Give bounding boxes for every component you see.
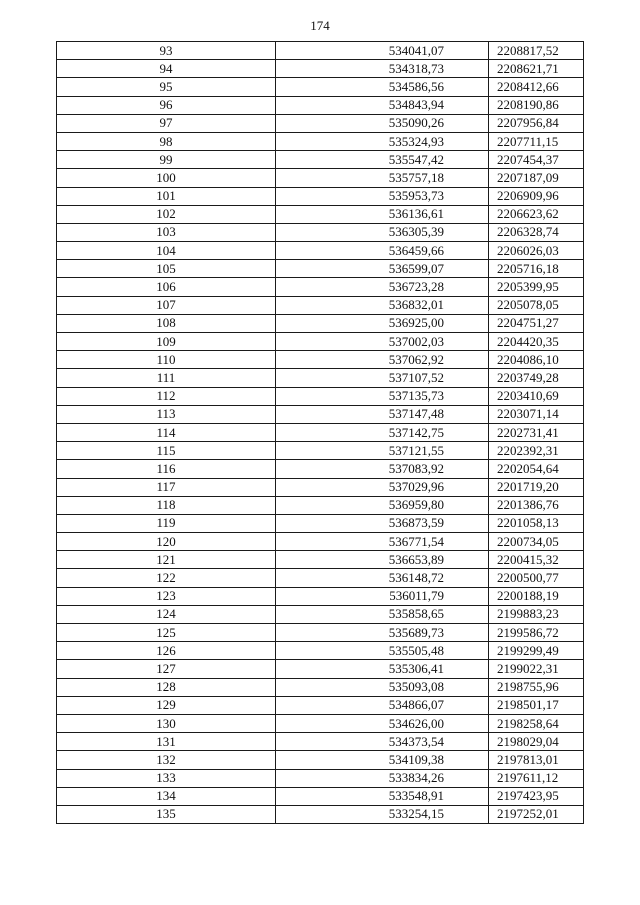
point-number-cell: 111 <box>57 369 276 387</box>
y-coordinate-cell: 2201386,76 <box>489 496 584 514</box>
table-row <box>57 187 584 205</box>
x-coordinate-cell: 534866,07 <box>276 696 489 714</box>
y-coordinate-cell: 2201058,13 <box>489 514 584 532</box>
point-number-cell: 94 <box>57 60 276 78</box>
point-number-cell: 101 <box>57 187 276 205</box>
coordinates-table <box>56 41 584 824</box>
point-number-cell: 126 <box>57 642 276 660</box>
x-coordinate-cell: 537142,75 <box>276 423 489 441</box>
coordinates-table-body <box>57 42 584 824</box>
point-number-cell: 93 <box>57 42 276 60</box>
x-coordinate-cell: 535689,73 <box>276 624 489 642</box>
point-number-cell: 132 <box>57 751 276 769</box>
table-row <box>57 333 584 351</box>
table-row <box>57 60 584 78</box>
table-row <box>57 805 584 823</box>
point-number-cell: 96 <box>57 96 276 114</box>
table-row <box>57 496 584 514</box>
table-row <box>57 714 584 732</box>
point-number-cell: 102 <box>57 205 276 223</box>
x-coordinate-cell: 536925,00 <box>276 314 489 332</box>
y-coordinate-cell: 2205399,95 <box>489 278 584 296</box>
x-coordinate-cell: 537062,92 <box>276 351 489 369</box>
y-coordinate-cell: 2200415,32 <box>489 551 584 569</box>
point-number-cell: 95 <box>57 78 276 96</box>
table-row <box>57 96 584 114</box>
point-number-cell: 108 <box>57 314 276 332</box>
table-row <box>57 569 584 587</box>
x-coordinate-cell: 536873,59 <box>276 514 489 532</box>
y-coordinate-cell: 2200734,05 <box>489 533 584 551</box>
table-row <box>57 696 584 714</box>
x-coordinate-cell: 533548,91 <box>276 787 489 805</box>
y-coordinate-cell: 2198755,96 <box>489 678 584 696</box>
table-row <box>57 733 584 751</box>
point-number-cell: 99 <box>57 151 276 169</box>
y-coordinate-cell: 2205078,05 <box>489 296 584 314</box>
x-coordinate-cell: 535858,65 <box>276 605 489 623</box>
table-row <box>57 551 584 569</box>
y-coordinate-cell: 2197611,12 <box>489 769 584 787</box>
point-number-cell: 133 <box>57 769 276 787</box>
x-coordinate-cell: 534843,94 <box>276 96 489 114</box>
table-row <box>57 351 584 369</box>
y-coordinate-cell: 2203749,28 <box>489 369 584 387</box>
table-row <box>57 314 584 332</box>
table-row <box>57 369 584 387</box>
table-row <box>57 478 584 496</box>
point-number-cell: 127 <box>57 660 276 678</box>
y-coordinate-cell: 2198029,04 <box>489 733 584 751</box>
table-row <box>57 460 584 478</box>
table-row <box>57 442 584 460</box>
point-number-cell: 128 <box>57 678 276 696</box>
point-number-cell: 107 <box>57 296 276 314</box>
table-row <box>57 114 584 132</box>
point-number-cell: 129 <box>57 696 276 714</box>
y-coordinate-cell: 2200188,19 <box>489 587 584 605</box>
point-number-cell: 100 <box>57 169 276 187</box>
point-number-cell: 135 <box>57 805 276 823</box>
y-coordinate-cell: 2199883,23 <box>489 605 584 623</box>
point-number-cell: 131 <box>57 733 276 751</box>
x-coordinate-cell: 537002,03 <box>276 333 489 351</box>
point-number-cell: 109 <box>57 333 276 351</box>
x-coordinate-cell: 536959,80 <box>276 496 489 514</box>
y-coordinate-cell: 2208621,71 <box>489 60 584 78</box>
x-coordinate-cell: 537083,92 <box>276 460 489 478</box>
table-row <box>57 42 584 60</box>
table-row <box>57 278 584 296</box>
table-row <box>57 769 584 787</box>
x-coordinate-cell: 535505,48 <box>276 642 489 660</box>
table-row <box>57 660 584 678</box>
y-coordinate-cell: 2206909,96 <box>489 187 584 205</box>
x-coordinate-cell: 536305,39 <box>276 223 489 241</box>
table-row <box>57 751 584 769</box>
table-row <box>57 78 584 96</box>
x-coordinate-cell: 536653,89 <box>276 551 489 569</box>
x-coordinate-cell: 533834,26 <box>276 769 489 787</box>
y-coordinate-cell: 2203410,69 <box>489 387 584 405</box>
y-coordinate-cell: 2207711,15 <box>489 132 584 150</box>
y-coordinate-cell: 2206328,74 <box>489 223 584 241</box>
y-coordinate-cell: 2197813,01 <box>489 751 584 769</box>
x-coordinate-cell: 536832,01 <box>276 296 489 314</box>
point-number-cell: 117 <box>57 478 276 496</box>
x-coordinate-cell: 535090,26 <box>276 114 489 132</box>
point-number-cell: 130 <box>57 714 276 732</box>
x-coordinate-cell: 536136,61 <box>276 205 489 223</box>
point-number-cell: 116 <box>57 460 276 478</box>
y-coordinate-cell: 2202392,31 <box>489 442 584 460</box>
point-number-cell: 113 <box>57 405 276 423</box>
point-number-cell: 115 <box>57 442 276 460</box>
x-coordinate-cell: 535757,18 <box>276 169 489 187</box>
table-row <box>57 587 584 605</box>
x-coordinate-cell: 536771,54 <box>276 533 489 551</box>
y-coordinate-cell: 2207187,09 <box>489 169 584 187</box>
point-number-cell: 97 <box>57 114 276 132</box>
point-number-cell: 114 <box>57 423 276 441</box>
y-coordinate-cell: 2203071,14 <box>489 405 584 423</box>
point-number-cell: 106 <box>57 278 276 296</box>
x-coordinate-cell: 535953,73 <box>276 187 489 205</box>
table-row <box>57 151 584 169</box>
y-coordinate-cell: 2198501,17 <box>489 696 584 714</box>
x-coordinate-cell: 534626,00 <box>276 714 489 732</box>
table-row <box>57 205 584 223</box>
x-coordinate-cell: 537029,96 <box>276 478 489 496</box>
x-coordinate-cell: 534373,54 <box>276 733 489 751</box>
page-number: 174 <box>310 18 330 33</box>
y-coordinate-cell: 2207956,84 <box>489 114 584 132</box>
point-number-cell: 112 <box>57 387 276 405</box>
x-coordinate-cell: 534318,73 <box>276 60 489 78</box>
table-row <box>57 787 584 805</box>
x-coordinate-cell: 536459,66 <box>276 242 489 260</box>
y-coordinate-cell: 2197423,95 <box>489 787 584 805</box>
point-number-cell: 98 <box>57 132 276 150</box>
point-number-cell: 104 <box>57 242 276 260</box>
y-coordinate-cell: 2198258,64 <box>489 714 584 732</box>
y-coordinate-cell: 2197252,01 <box>489 805 584 823</box>
x-coordinate-cell: 537121,55 <box>276 442 489 460</box>
table-row <box>57 533 584 551</box>
point-number-cell: 124 <box>57 605 276 623</box>
table-row <box>57 296 584 314</box>
point-number-cell: 103 <box>57 223 276 241</box>
table-row <box>57 423 584 441</box>
y-coordinate-cell: 2206623,62 <box>489 205 584 223</box>
y-coordinate-cell: 2206026,03 <box>489 242 584 260</box>
x-coordinate-cell: 536599,07 <box>276 260 489 278</box>
y-coordinate-cell: 2204086,10 <box>489 351 584 369</box>
y-coordinate-cell: 2202731,41 <box>489 423 584 441</box>
table-row <box>57 242 584 260</box>
point-number-cell: 120 <box>57 533 276 551</box>
table-row <box>57 132 584 150</box>
table-row <box>57 260 584 278</box>
table-row <box>57 405 584 423</box>
x-coordinate-cell: 537147,48 <box>276 405 489 423</box>
y-coordinate-cell: 2199022,31 <box>489 660 584 678</box>
y-coordinate-cell: 2200500,77 <box>489 569 584 587</box>
table-row <box>57 387 584 405</box>
table-row <box>57 624 584 642</box>
x-coordinate-cell: 534109,38 <box>276 751 489 769</box>
y-coordinate-cell: 2202054,64 <box>489 460 584 478</box>
table-row <box>57 514 584 532</box>
table-row <box>57 678 584 696</box>
point-number-cell: 121 <box>57 551 276 569</box>
y-coordinate-cell: 2199299,49 <box>489 642 584 660</box>
x-coordinate-cell: 536011,79 <box>276 587 489 605</box>
table-row <box>57 642 584 660</box>
x-coordinate-cell: 535093,08 <box>276 678 489 696</box>
x-coordinate-cell: 535547,42 <box>276 151 489 169</box>
x-coordinate-cell: 534586,56 <box>276 78 489 96</box>
y-coordinate-cell: 2204751,27 <box>489 314 584 332</box>
y-coordinate-cell: 2199586,72 <box>489 624 584 642</box>
table-row <box>57 605 584 623</box>
x-coordinate-cell: 535324,93 <box>276 132 489 150</box>
point-number-cell: 118 <box>57 496 276 514</box>
y-coordinate-cell: 2201719,20 <box>489 478 584 496</box>
y-coordinate-cell: 2204420,35 <box>489 333 584 351</box>
point-number-cell: 119 <box>57 514 276 532</box>
table-row <box>57 169 584 187</box>
x-coordinate-cell: 537107,52 <box>276 369 489 387</box>
x-coordinate-cell: 536723,28 <box>276 278 489 296</box>
x-coordinate-cell: 537135,73 <box>276 387 489 405</box>
point-number-cell: 134 <box>57 787 276 805</box>
y-coordinate-cell: 2208190,86 <box>489 96 584 114</box>
y-coordinate-cell: 2208412,66 <box>489 78 584 96</box>
point-number-cell: 105 <box>57 260 276 278</box>
y-coordinate-cell: 2208817,52 <box>489 42 584 60</box>
y-coordinate-cell: 2205716,18 <box>489 260 584 278</box>
table-row <box>57 223 584 241</box>
point-number-cell: 125 <box>57 624 276 642</box>
x-coordinate-cell: 535306,41 <box>276 660 489 678</box>
x-coordinate-cell: 536148,72 <box>276 569 489 587</box>
x-coordinate-cell: 534041,07 <box>276 42 489 60</box>
point-number-cell: 110 <box>57 351 276 369</box>
point-number-cell: 123 <box>57 587 276 605</box>
point-number-cell: 122 <box>57 569 276 587</box>
x-coordinate-cell: 533254,15 <box>276 805 489 823</box>
y-coordinate-cell: 2207454,37 <box>489 151 584 169</box>
